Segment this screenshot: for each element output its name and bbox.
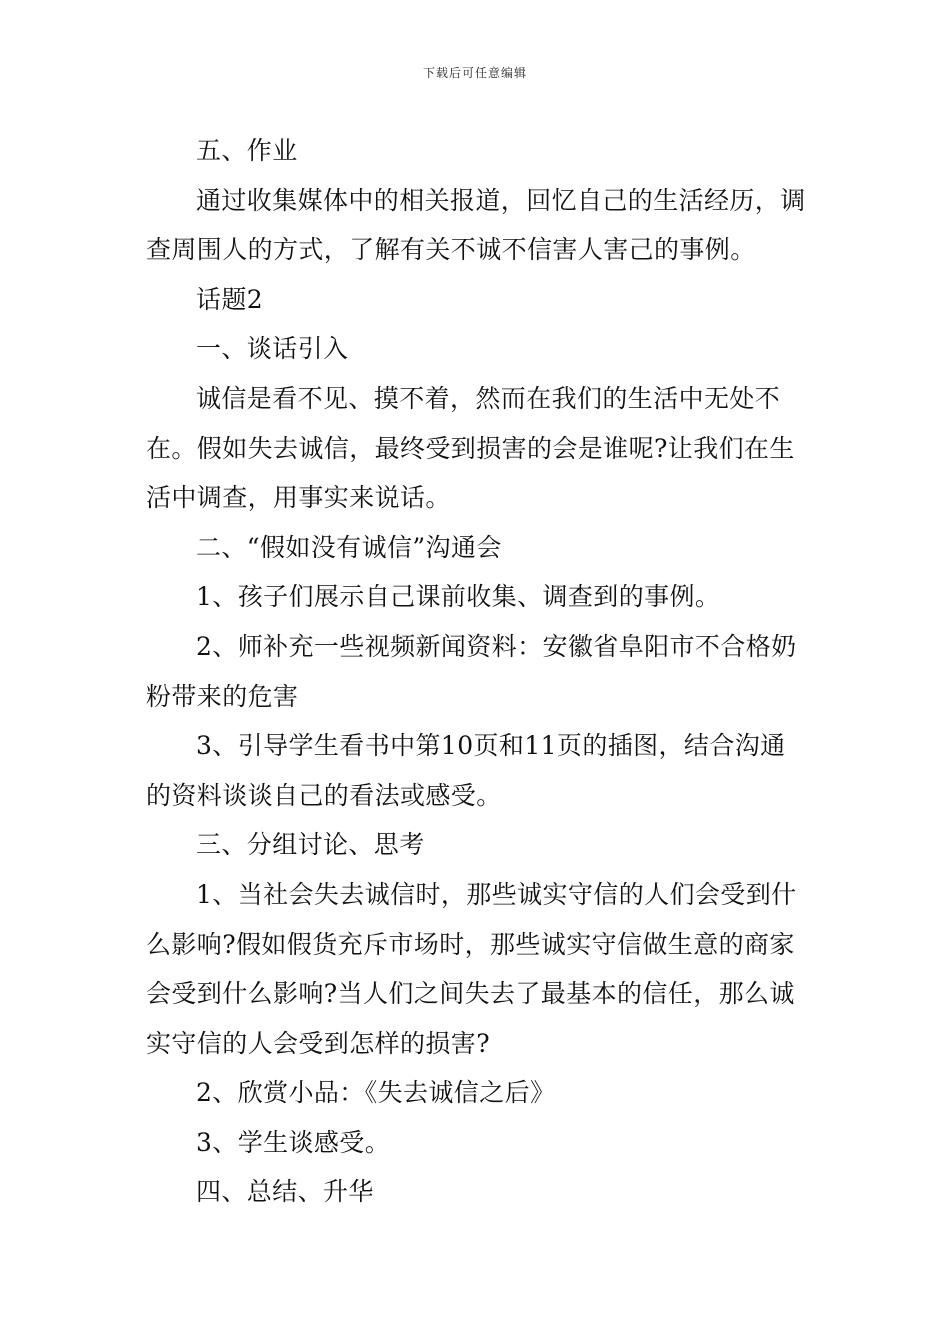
list-item: 2、师补充一些视频新闻资料：安徽省阜阳市不合格奶粉带来的危害	[146, 631, 797, 711]
heading-summary: 四、总结、升华	[196, 1177, 374, 1207]
list-item: 2、欣赏小品：《失去诚信之后》	[196, 1078, 556, 1108]
list-item: 1、孩子们展示自己课前收集、调查到的事例。	[196, 582, 721, 612]
heading-introduction: 一、谈话引入	[196, 334, 349, 364]
paragraph-introduction-text: 诚信是看不见、摸不着，然而在我们的生活中无处不在。假如失去诚信，最终受到损害的会是谁呢?让我们在生活中调查，用事实来说话。	[146, 383, 795, 513]
document-body	[146, 126, 808, 1217]
list-item: 1、当社会失去诚信时，那些诚实守信的人们会受到什么影响?假如假货充斥市场时，那些诚实守信做生意的商家会受到什么影响?当人们之间失去了最基本的信任，那么诚实守信的人会受到怎样的损害?	[146, 879, 797, 1058]
header-note: 下载后可任意编辑	[422, 66, 527, 80]
paragraph-homework-text: 通过收集媒体中的相关报道，回忆自己的生活经历，调查周围人的方式，了解有关不诚不信害人害己的事例。	[146, 185, 806, 265]
list-item: 3、学生谈感受。	[196, 1127, 391, 1157]
heading-group-discussion: 三、分组讨论、思考	[196, 830, 425, 860]
list-item: 3、引导学生看书中第10页和11页的插图，结合沟通的资料谈谈自己的看法或感受。	[146, 731, 786, 810]
heading-homework: 五、作业	[196, 136, 298, 165]
topic-title: 话题2	[196, 284, 264, 314]
heading-discussion-meeting: 二、“假如没有诚信”沟通会	[196, 532, 502, 562]
